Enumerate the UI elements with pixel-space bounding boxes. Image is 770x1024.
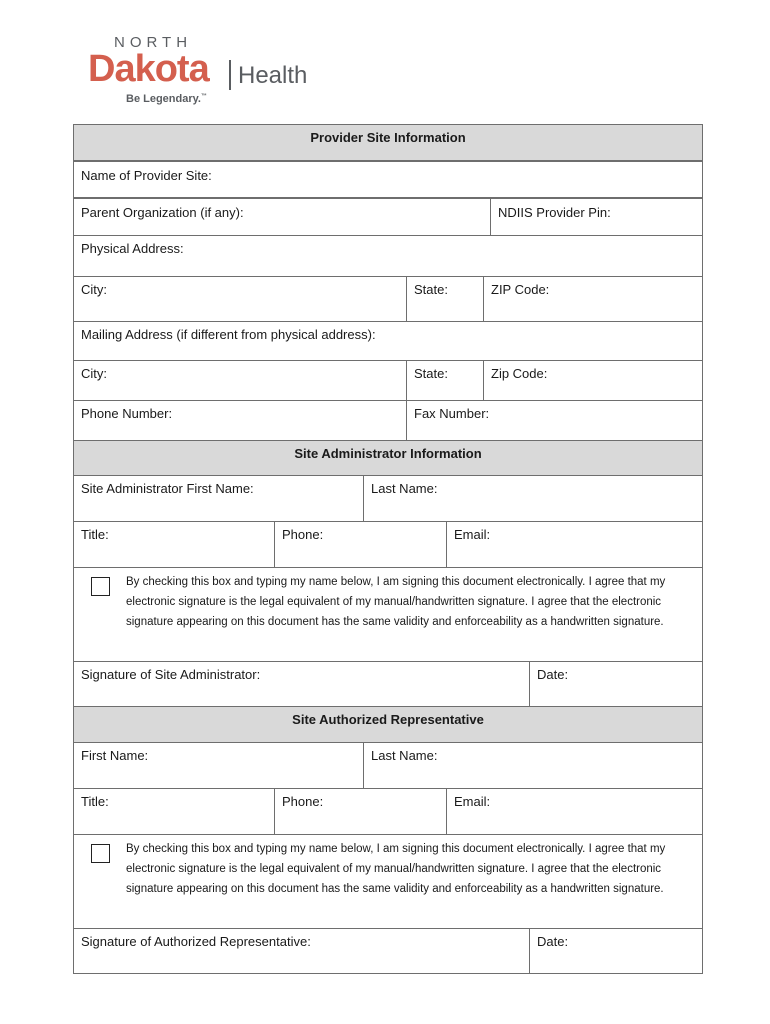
admin-email-field[interactable]: Email: [446, 521, 703, 568]
admin-consent-block [73, 567, 703, 662]
logo-tagline: Be Legendary.™ [126, 93, 207, 105]
logo-health-text: Health [238, 62, 308, 89]
admin-consent-checkbox[interactable] [91, 577, 110, 596]
admin-signature-field[interactable]: Signature of Site Administrator: [73, 661, 530, 707]
rep-signature-field[interactable]: Signature of Authorized Representative: [73, 928, 530, 974]
physical-address-field[interactable]: Physical Address: [73, 235, 703, 277]
fax-number-field[interactable]: Fax Number: [406, 400, 703, 441]
city-field[interactable]: City: [73, 276, 407, 322]
rep-email-field[interactable]: Email: [446, 788, 703, 835]
rep-title-field[interactable]: Title: [73, 788, 275, 835]
admin-consent-text: By checking this box and typing my name below, I am signing this document electronically. I agree that my electronic signature is the legal equivalent of my manual/handwritten signature. I agree that the electronic signature appearing on this document has the same validity and enforceability as a handwritten signature. [126, 576, 666, 628]
rep-consent-checkbox[interactable] [91, 844, 110, 863]
parent-organization-field[interactable]: Parent Organization (if any): [73, 198, 491, 236]
admin-title-field[interactable]: Title: [73, 521, 275, 568]
section-header-provider-site: Provider Site Information [73, 124, 703, 161]
admin-last-name-field[interactable]: Last Name: [363, 475, 703, 522]
rep-phone-field[interactable]: Phone: [274, 788, 447, 835]
mailing-address-field[interactable]: Mailing Address (if different from physical address): [73, 321, 703, 361]
ndiis-provider-pin-field[interactable]: NDIIS Provider Pin: [490, 198, 703, 236]
rep-date-field[interactable]: Date: [529, 928, 703, 974]
admin-phone-field[interactable]: Phone: [274, 521, 447, 568]
admin-date-field[interactable]: Date: [529, 661, 703, 707]
logo-north-text: NORTH [114, 34, 193, 51]
mailing-state-field[interactable]: State: [406, 360, 484, 401]
state-field[interactable]: State: [406, 276, 484, 322]
nd-health-logo [88, 34, 308, 114]
logo-dakota-text: Dakota [88, 48, 209, 90]
rep-last-name-field[interactable]: Last Name: [363, 742, 703, 789]
logo-divider [229, 60, 231, 90]
admin-first-name-field[interactable]: Site Administrator First Name: [73, 475, 364, 522]
rep-consent-block [73, 834, 703, 929]
provider-site-form [73, 124, 703, 974]
section-header-site-administrator: Site Administrator Information [73, 440, 703, 476]
mailing-city-field[interactable]: City: [73, 360, 407, 401]
rep-first-name-field[interactable]: First Name: [73, 742, 364, 789]
section-header-authorized-representative: Site Authorized Representative [73, 706, 703, 743]
zip-code-field[interactable]: ZIP Code: [483, 276, 703, 322]
mailing-zip-code-field[interactable]: Zip Code: [483, 360, 703, 401]
rep-consent-text: By checking this box and typing my name below, I am signing this document electronically. I agree that my electronic signature is the legal equivalent of my manual/handwritten signature. I agree that the electronic signature appearing on this document has the same validity and enforceability as a handwritten signature. [126, 843, 666, 895]
name-of-provider-site-field[interactable]: Name of Provider Site: [73, 161, 703, 198]
phone-number-field[interactable]: Phone Number: [73, 400, 407, 441]
